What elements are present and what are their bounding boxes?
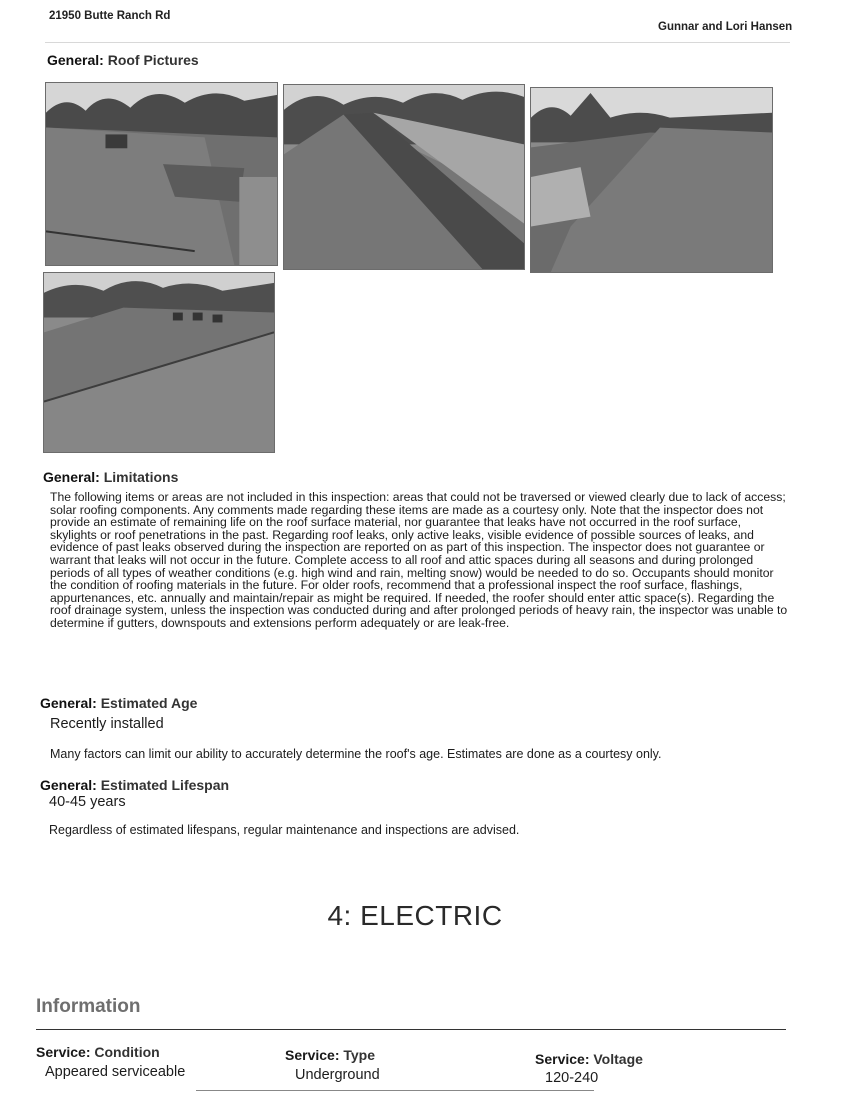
service-type-value: Underground — [295, 1067, 380, 1083]
section-name: Voltage — [593, 1051, 643, 1067]
service-condition-heading — [36, 1044, 160, 1060]
roof-pictures-heading — [47, 52, 199, 68]
section-name: Estimated Lifespan — [100, 777, 230, 793]
service-condition-value: Appeared serviceable — [45, 1064, 186, 1080]
estimated-age-heading — [40, 695, 197, 711]
estimated-lifespan-value: 40-45 years — [49, 794, 126, 810]
section-label: Service: — [36, 1044, 91, 1060]
service-voltage-value: 120-240 — [545, 1070, 599, 1086]
section-name: Estimated Age — [100, 695, 198, 711]
property-address: 21950 Butte Ranch Rd — [49, 10, 171, 22]
estimated-age-value: Recently installed — [50, 716, 164, 732]
limitations-text: The following items or areas are not included in this inspection: areas that could not be traversed or viewed clearly due to lack of access; solar roofing components. Any comments made regarding these items are made as a courtesy only. Note that the inspector does not provide an estimate of remaining life on the roof surface material, nor guarantee that leaks have not occurred in the roof surface, skylights or roof penetrations in the past. Regarding roof leaks, only active leaks, visible evidence of possible sources of leaks, and evidence of past leaks observed during the inspection are reported on as part of this inspection. The inspector does not guarantee or warrant that leaks will not occur in the future. Complete access to all roof and attic spaces during all seasons and during prolonged periods of all types of weather conditions (e.g. high wind and rain, melting snow) would be needed to do so. Occupants should monitor the condition of roofing materials in the future. For older roofs, recommend that a professional inspect the roof surface, flashings, appurtenances, etc. annually and maintain/repair as might be required. If needed, the roofer should enter attic space(s). Regarding the roof drainage system, unless the inspection was conducted during and after prolonged periods of heavy rain, the inspector was unable to determine if gutters, downspouts and extensions perform adequately or are leak-free. — [50, 490, 788, 630]
estimated-lifespan-heading — [40, 777, 229, 793]
information-heading: Information — [36, 996, 141, 1017]
service-type-heading — [285, 1047, 375, 1063]
roof-photo-3[interactable] — [530, 87, 773, 273]
section-name: Limitations — [103, 469, 179, 485]
section-name: Condition — [94, 1044, 160, 1060]
section-label: General: — [40, 777, 97, 793]
estimated-age-note: Many factors can limit our ability to accurately determine the roof's age. Estimates are done as a courtesy only. — [50, 747, 662, 761]
section-label: Service: — [535, 1051, 590, 1067]
header-divider — [45, 42, 790, 43]
footer-divider — [196, 1090, 594, 1091]
limitations-heading — [43, 469, 178, 485]
roof-photo-4[interactable] — [43, 272, 275, 453]
section-label: Service: — [285, 1047, 340, 1063]
section-label: General: — [47, 52, 104, 68]
section-label: General: — [40, 695, 97, 711]
section-label: General: — [43, 469, 100, 485]
section-name: Type — [343, 1047, 376, 1063]
information-divider — [36, 1029, 786, 1030]
section-name: Roof Pictures — [107, 52, 199, 68]
chapter-title: 4: ELECTRIC — [327, 900, 503, 931]
roof-photo-2[interactable] — [283, 84, 525, 270]
client-name: Gunnar and Lori Hansen — [658, 21, 793, 33]
roof-photo-1[interactable] — [45, 82, 278, 266]
service-voltage-heading — [535, 1051, 643, 1067]
estimated-lifespan-note: Regardless of estimated lifespans, regular maintenance and inspections are advised. — [49, 823, 520, 837]
